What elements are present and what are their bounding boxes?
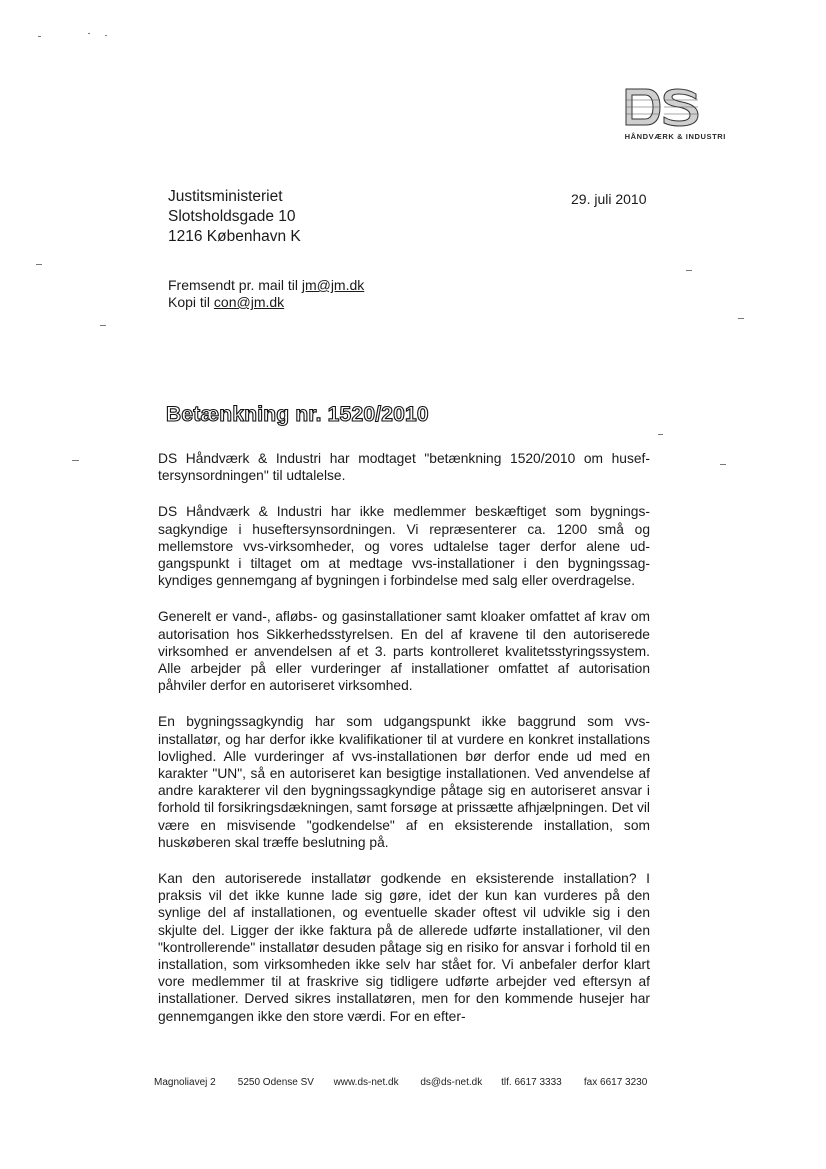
body-paragraph: Kan den autoriserede installatør godkende en eksisterende installation? I praksis vil det ikke kunne lade sig gøre, idet der kun kan vurderes på den synlige del af installationen, og eventuelle skader oftest vil udvikle sig i den skjulte del. Ligger der ikke faktura på de allerede udførte installationer, vil den "kontrollerende" installatør desuden påtage sig en risiko for ansvar i forhold til en installation, som virksomheden ikke selv har stået for. Vi anbefaler derfor klart vore medlemmer til at fraskrive sig tidligere udførte arbejder ved eftersyn af installationer. Derved sikres installatøren, men for den kommende husejer har gennemgangen ikke den store værdi. For en efter-	[158, 871, 650, 1024]
scan-speck	[720, 464, 726, 465]
scan-speck	[88, 33, 90, 34]
email-link-jm[interactable]: jm@jm.dk	[301, 277, 365, 293]
scan-speck	[100, 325, 106, 326]
scan-speck	[36, 264, 42, 265]
footer-phone: tlf. 6617 3333	[501, 1077, 562, 1088]
recipient-address	[168, 187, 301, 247]
footer-city: 5250 Odense SV	[237, 1077, 314, 1088]
footer-web: www.ds-net.dk	[333, 1077, 399, 1088]
sent-line-mail	[168, 277, 364, 294]
sent-line-copy	[168, 294, 364, 311]
logo-tagline: HÅNDVÆRK & INDUSTRI	[624, 132, 726, 141]
recipient-name: Justitsministeriet	[168, 188, 283, 205]
body-paragraph: Generelt er vand-, afløbs- og gasinstallationer samt kloaker omfattet af krav om autorisation hos Sikkerhedsstyrelsen. En del af kravene til den autoriserede virksomhed er anvendelsen af et 3. parts kontrolleret kvalitetsstyringssystem. Alle arbejder på eller vurderinger af installationer omfattet af autorisation påhviler derfor en autoriseret virksomhed.	[158, 609, 650, 694]
body-paragraph: DS Håndværk & Industri har ikke medlemmer beskæftiget som bygningssagkyndige i huseftersynsordningen. Vi repræsenterer ca. 1200 små og mellemstore vvs-virksomheder, og vores udtalelse tager derfor alene udgangspunkt i tiltaget om at medtage vvs-installationer i den bygningssagkyndiges gennemgang af bygningen i forbindelse med salg eller overdragelse.	[158, 504, 650, 589]
sent-info	[168, 277, 364, 311]
recipient-city: 1216 København K	[168, 228, 301, 245]
scan-speck	[38, 36, 41, 37]
body-paragraph: DS Håndværk & Industri har modtaget "betænkning 1520/2010 om huseftersynsordningen" til udtalelse.	[158, 451, 650, 484]
footer-fax: fax 6617 3230	[583, 1077, 648, 1088]
email-link-con[interactable]: con@jm.dk	[213, 294, 285, 310]
ds-logo-mark	[622, 86, 702, 128]
copy-prefix: Kopi til	[168, 294, 214, 310]
scan-speck	[686, 270, 692, 271]
recipient-street: Slotsholdsgade 10	[168, 208, 296, 225]
ds-logo	[598, 86, 726, 144]
letter-title: Betænkning nr. 1520/2010	[166, 403, 429, 426]
letter-body	[158, 450, 650, 1044]
scan-speck	[738, 318, 744, 319]
letter-footer	[154, 1077, 647, 1088]
letter-date: 29. juli 2010	[571, 191, 647, 207]
scan-speck	[72, 460, 79, 461]
scan-speck	[658, 434, 663, 435]
footer-street: Magnoliavej 2	[154, 1077, 216, 1088]
sent-mail-prefix: Fremsendt pr. mail til	[168, 277, 302, 293]
body-paragraph: En bygningssagkyndig har som udgangspunkt ikke baggrund som vvs-installatør, og har derfor ikke kvalifikationer til at vurdere en konkret installations lovlighed. Alle vurderinger af vvs-installationen bør derfor ende ud med en karakter "UN", så en autoriseret kan besigtige installationen. Ved anvendelse af andre karakterer vil den bygningssagkyndige påtage sig en autoriseret ansvar i forhold til forsikringsdækningen, samt forsøge at prissætte afhjælpningen. Det vil være en misvisende "godkendelse" af en eksisterende installation, som huskøberen skal træffe beslutning på.	[158, 714, 650, 850]
footer-email: ds@ds-net.dk	[420, 1077, 483, 1088]
scan-speck	[105, 35, 107, 36]
